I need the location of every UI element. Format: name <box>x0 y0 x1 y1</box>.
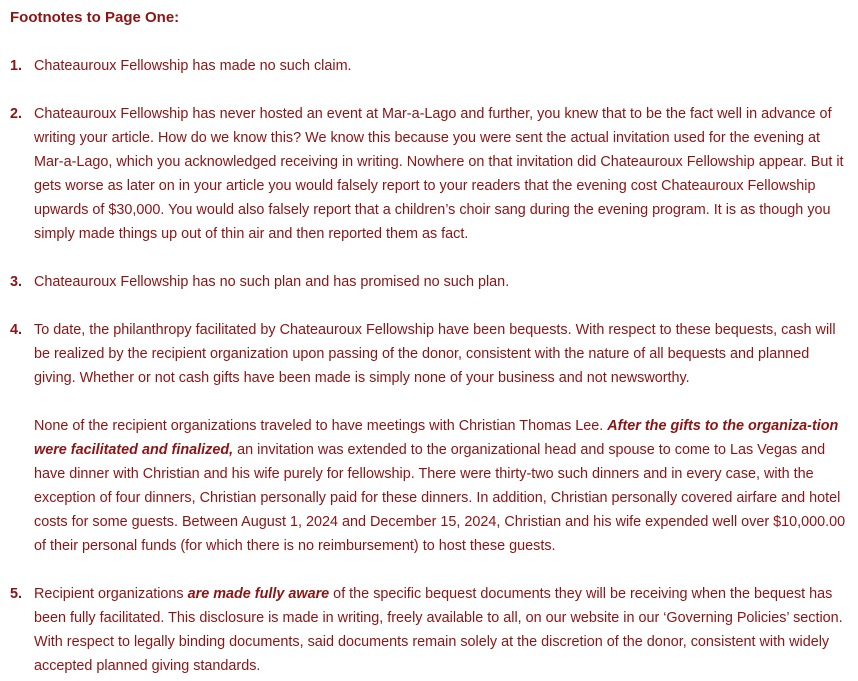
footnote-4 <box>10 318 852 390</box>
footnote-text: Chateauroux Fellowship has no such plan and has promised no such plan. <box>34 274 510 290</box>
footnote-number: 1. <box>10 58 23 74</box>
footnote-2 <box>10 102 852 246</box>
footnote-emphasis: After the gifts to the organiza-tion were facilitated and finalized, <box>34 418 839 458</box>
footnote-5 <box>10 582 852 678</box>
footnote-text: Chateauroux Fellowship has never hosted an event at Mar-a-Lago and further, you knew that to be the fact well in advance of writing your article. How do we know this? We know this because you were sent the actual invitation used for the evening at Mar-a-Lago, which you acknowledged receiving in writing. Nowhere on that invitation did Chateauroux Fellowship appear. But it gets worse as later on in your article you would falsely report to your readers that the evening cost Chateauroux Fellowship upwards of $30,000. You would also falsely report that a children’s choir sang during the evening program. It is as though you simply made things up out of thin air and then reported them as fact. <box>34 106 844 242</box>
footnote-text-part: an invitation was extended to the organizational head and spouse to come to Las Vegas and have dinner with Christian and his wife purely for fellowship. There were thirty-two such dinners and in every case, with the exception of four dinners, Christian personally paid for these dinners. In addition, Christian personally covered airfare and hotel costs for some guests. Between August 1, 2024 and December 15, 2024, Christian and his wife expended well over $10,000.00 of their personal funds (for which there is no reimbursement) to host these guests. <box>34 442 846 554</box>
footnote-text-part: None of the recipient organizations traveled to have meetings with Christian Thomas Lee. <box>34 418 608 434</box>
footnote-text-part: Recipient organizations <box>34 586 188 602</box>
page-title: Footnotes to Page One: <box>10 9 180 26</box>
footnote-text <box>34 414 852 558</box>
footnote-number: 5. <box>10 586 23 602</box>
footnote-1 <box>10 54 852 78</box>
footnote-number: 2. <box>10 106 23 122</box>
footnote-emphasis: are made fully aware <box>187 586 330 602</box>
footnote-text-part: of the specific bequest documents they will be receiving when the bequest has been fully facilitated. This disclosure is made in writing, freely available to all, on our website in our ‘Governing Policies’ section. With respect to legally binding documents, said documents remain solely at the discretion of the donor, consistent with widely accepted planned giving standards. <box>34 586 843 674</box>
footnote-number: 3. <box>10 274 23 290</box>
footnote-number: 4. <box>10 322 23 338</box>
footnote-text <box>34 582 852 678</box>
footnote-3 <box>10 270 852 294</box>
footnote-text: To date, the philanthropy facilitated by Chateauroux Fellowship have been bequests. With respect to these bequests, cash will be realized by the recipient organization upon passing of the donor, consistent with the nature of all bequests and planned giving. Whether or not cash gifts have been made is simply none of your business and not newsworthy. <box>34 322 836 386</box>
footnote-text: Chateauroux Fellowship has made no such claim. <box>34 58 352 74</box>
footnote-4-paragraph-2 <box>10 414 852 558</box>
